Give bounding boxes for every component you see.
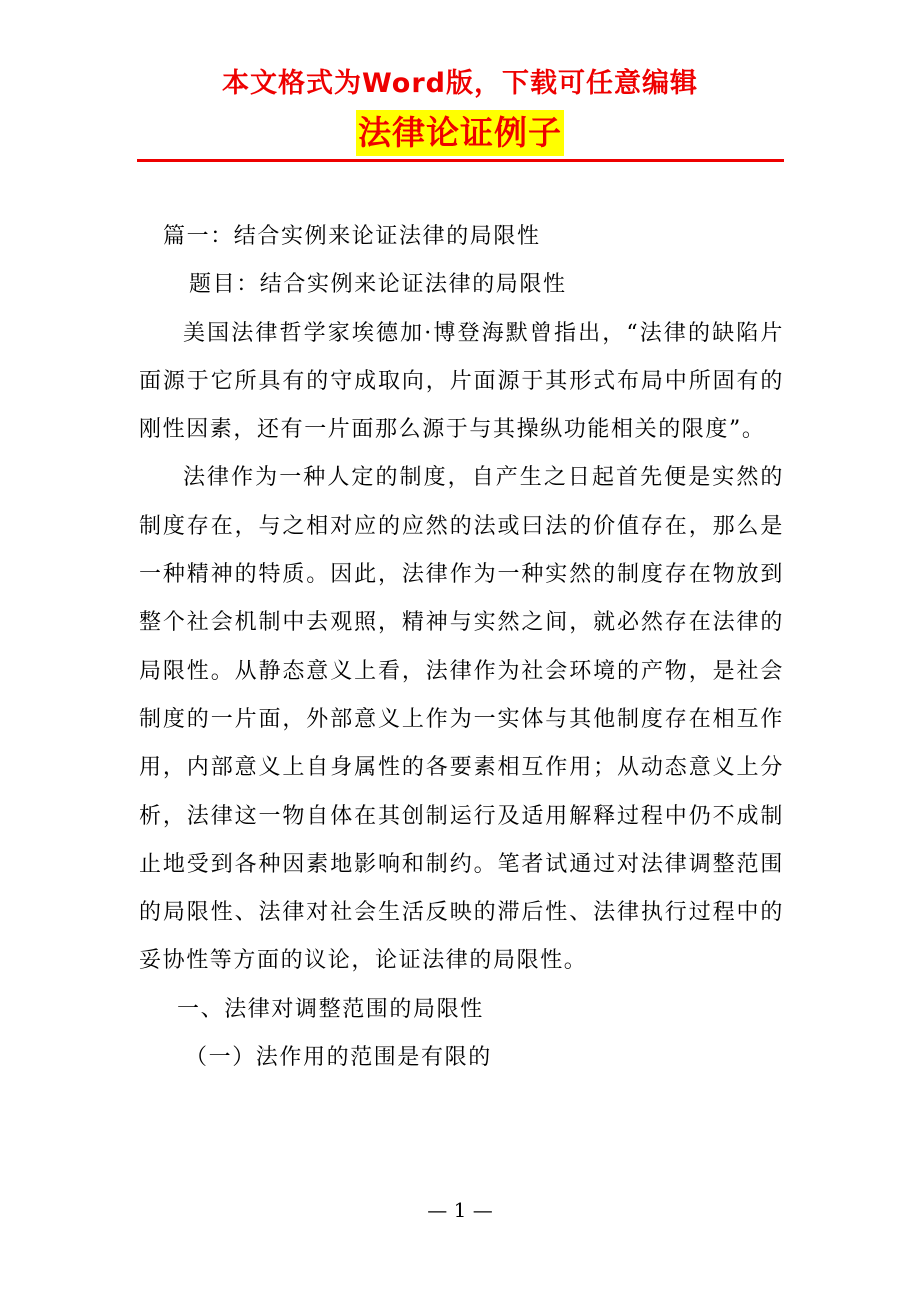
format-notice-banner: 本文格式为Word版，下载可任意编辑 [221,68,698,99]
section-heading: 一、法律对调整范围的局限性 [177,996,484,1022]
paragraph-quote: 美国法律哲学家埃德加·博登海默曾指出，“法律的缺陷片面源于它所具有的守成取向，片面源于其形式布局中所固有的刚性因素，还有一片面那么源于与其操纵功能相关的限度”。 [139,320,784,443]
document-title: 法律论证例子 [356,110,564,156]
title-divider [137,159,784,162]
topic-heading: 题目：结合实例来论证法律的局限性 [189,272,567,298]
page-number: — 1 — [427,1198,493,1222]
title-container [0,110,920,156]
subsection-heading: （一）法作用的范围是有限的 [185,1045,492,1071]
article-heading: 篇一：结合实例来论证法律的局限性 [163,224,541,249]
document-body [139,213,784,1082]
paragraph-argument: 法律作为一种人定的制度，自产生之日起首先便是实然的制度存在，与之相对应的应然的法或曰法的价值存在，那么是一种精神的特质。因此，法律作为一种实然的制度存在物放到整个社会机制中去观照，精神与实然之间，就必然存在法律的局限性。从静态意义上看，法律作为社会环境的产物，是社会制度的一片面，外部意义上作为一实体与其他制度存在相互作用，内部意义上自身属性的各要素相互作用；从动态意义上分析，法律这一物自体在其创制运行及适用解释过程中仍不成制止地受到各种因素地影响和制约。笔者试通过对法律调整范围的局限性、法律对社会生活反映的滞后性、法律执行过程中的妥协性等方面的议论，论证法律的局限性。 [139,465,784,974]
